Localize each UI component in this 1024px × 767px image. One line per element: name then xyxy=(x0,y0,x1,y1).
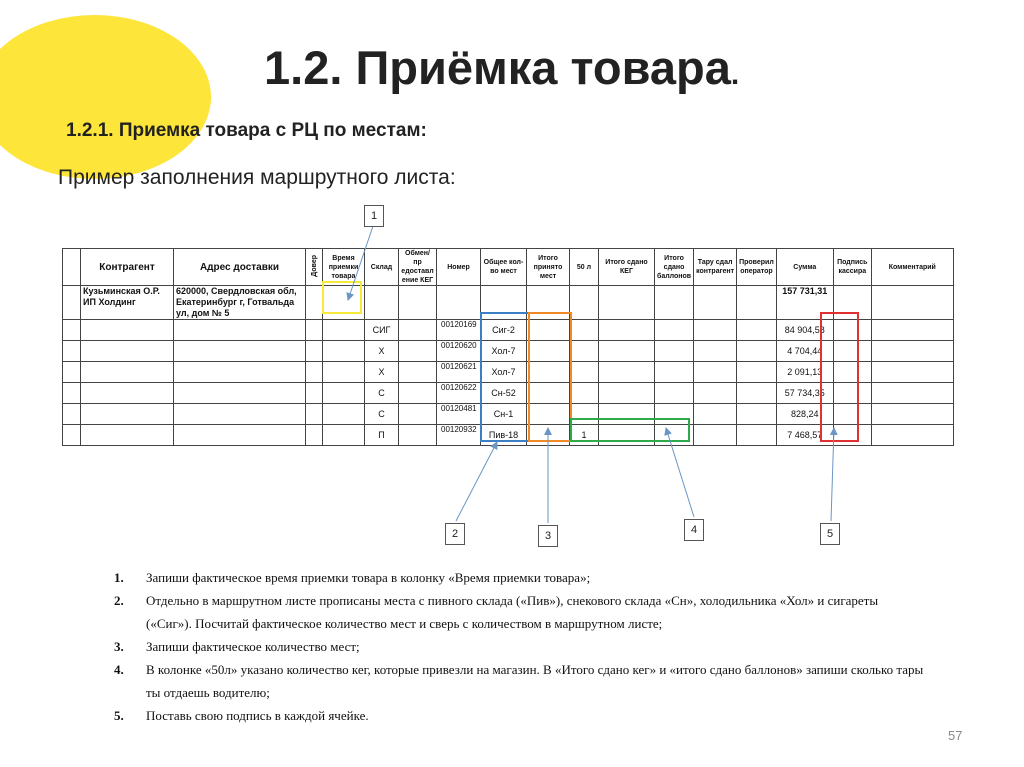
places-cell: Сиг-2 xyxy=(481,320,527,341)
sklad-cell: С xyxy=(365,404,399,425)
list-item: 4. В колонке «50л» указано количество кег, которые привезли на магазин. В «Итого сдано кег» и «итого сдано баллонов» запиши сколько тары ты отдаешь водителю; xyxy=(114,662,924,700)
header-tara: Тару сдал контрагент xyxy=(694,249,737,286)
kegs-50l-cell: 1 xyxy=(570,425,599,446)
places-cell: Хол-7 xyxy=(481,362,527,383)
summa-cell: 57 734,35 xyxy=(776,383,833,404)
page-number: 57 xyxy=(948,728,963,743)
callout-1: 1 xyxy=(364,205,384,227)
arrow-2 xyxy=(456,442,497,521)
example-label: Пример заполнения маршрутного листа: xyxy=(58,166,456,189)
sklad-cell: С xyxy=(365,383,399,404)
summa-cell: 828,24 xyxy=(776,404,833,425)
summa-cell: 2 091,13 xyxy=(776,362,833,383)
sklad-cell: П xyxy=(365,425,399,446)
header-obmen: Обмен/пр едоставл ение КЕГ xyxy=(399,249,437,286)
header-nomer: Номер xyxy=(437,249,481,286)
header-proveril: Проверил оператор xyxy=(737,249,777,286)
address-cell: 620000, Свердловская обл, Екатеринбург г, Готвальда ул, дом № 5 xyxy=(174,286,306,320)
sklad-cell: СИГ xyxy=(365,320,399,341)
nomer-cell: 00120481 xyxy=(437,404,481,425)
header-50l: 50 л xyxy=(570,249,599,286)
header-time: Время приемки товара xyxy=(323,249,365,286)
list-item: 2. Отдельно в маршрутном листе прописаны места с пивного склада («Пив»), снекового склада «Сн», холодильника «Хол» и сигареты («Сиг»). Посчитай фактическое количество мест и сверь с количеством в маршрутном листе; xyxy=(114,593,879,631)
callout-2: 2 xyxy=(445,523,465,545)
slide-title: 1.2. Приёмка товара. xyxy=(264,41,740,94)
header-komment: Комментарий xyxy=(871,249,953,286)
summa-cell: 4 704,44 xyxy=(776,341,833,362)
places-cell: Сн-52 xyxy=(481,383,527,404)
summa-cell: 84 904,58 xyxy=(776,320,833,341)
header-obshee: Общее кол-во мест xyxy=(481,249,527,286)
summa-total-cell: 157 731,31 xyxy=(776,286,833,320)
list-item: 1. Запиши фактическое время приемки товара в колонку «Время приемки товара»; xyxy=(114,570,591,585)
kegs-highlight-box xyxy=(571,419,689,441)
section-subtitle: 1.2.1. Приемка товара с РЦ по местам: xyxy=(66,120,427,141)
signature-highlight-box xyxy=(821,313,858,441)
nomer-cell: 00120932 xyxy=(437,425,481,446)
header-podpis: Подпись кассира xyxy=(833,249,871,286)
accepted-highlight-box xyxy=(529,313,571,441)
nomer-cell: 00120622 xyxy=(437,383,481,404)
header-kontragent: Контрагент xyxy=(81,249,174,286)
header-itogo-ballonov: Итого сдано баллонов xyxy=(655,249,694,286)
header-address: Адрес доставки xyxy=(174,249,306,286)
header-itogo-prinyato: Итого принято мест xyxy=(527,249,570,286)
header-summa: Сумма xyxy=(776,249,833,286)
time-highlight-box xyxy=(323,282,361,313)
places-cell: Пив-18 xyxy=(481,425,527,446)
list-item: 5. Поставь свою подпись в каждой ячейке. xyxy=(114,708,369,723)
callout-3: 3 xyxy=(538,525,558,547)
nomer-cell: 00120169 xyxy=(437,320,481,341)
header-dover: Довер xyxy=(306,249,323,286)
places-cell: Хол-7 xyxy=(481,341,527,362)
header-itogo-keg: Итого сдано КЕГ xyxy=(599,249,655,286)
header-sklad: Склад xyxy=(365,249,399,286)
sklad-cell: Х xyxy=(365,362,399,383)
nomer-cell: 00120621 xyxy=(437,362,481,383)
callout-4: 4 xyxy=(684,519,704,541)
nomer-cell: 00120620 xyxy=(437,341,481,362)
sklad-cell: Х xyxy=(365,341,399,362)
summa-cell: 7 468,57 xyxy=(776,425,833,446)
list-item: 3. Запиши фактическое количество мест; xyxy=(114,639,360,654)
places-highlight-box xyxy=(481,313,529,441)
kontragent-cell: Кузьминская О.Р. ИП Холдинг xyxy=(81,286,174,320)
instructions-list xyxy=(114,566,924,727)
places-cell: Сн-1 xyxy=(481,404,527,425)
callout-5: 5 xyxy=(820,523,840,545)
